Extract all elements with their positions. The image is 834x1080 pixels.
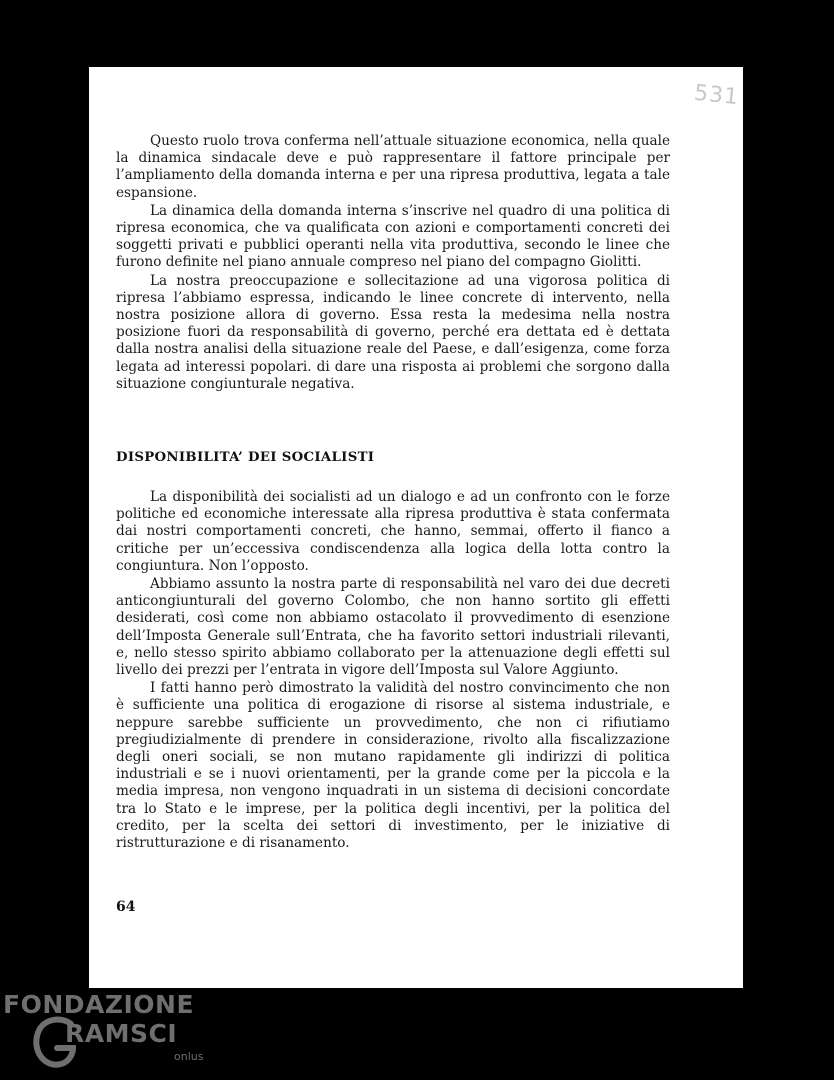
handwritten-annotation: 531	[692, 80, 741, 111]
page-number: 64	[116, 899, 136, 915]
logo-text-line3: onlus	[174, 1050, 204, 1063]
body-text-top	[116, 133, 670, 394]
section-heading: DISPONIBILITA’ DEI SOCIALISTI	[116, 450, 375, 465]
logo-text-line2: RAMSCI	[65, 1019, 178, 1048]
paragraph: La dinamica della domanda interna s’inscrive nel quadro di una politica di ripresa economica, che va qualificata con azioni e comportamenti concreti dei soggetti privati e pubblici operanti nella vita produttiva, secondo le linee che furono definite nel piano annuale compreso nel piano del compagno Giolitti.	[116, 202, 670, 271]
fondazione-gramsci-logo	[3, 990, 213, 1076]
paragraph: La disponibilità dei socialisti ad un dialogo e ad un confronto con le forze politiche ed economiche interessate alla ripresa produttiva è stata confermata dai nostri comportamenti concreti, che hanno, semmai, offerto il fianco a critiche per un’eccessiva condiscendenza alla logica della lotta contro la congiuntura. Non l’opposto.	[116, 489, 670, 574]
paragraph: La nostra preoccupazione e sollecitazione ad una vigorosa politica di ripresa l’abbiamo espressa, indicando le linee concrete di intervento, nella nostra posizione allora di governo. Essa resta la medesima nella nostra posizione fuori da responsabilità di governo, perché era dettata ed è dettata dalla nostra analisi della situazione reale del Paese, e dall’esigenza, come forza legata ad interessi popolari. di dare una risposta ai problemi che sorgono dalla situazione congiunturale negativa.	[116, 272, 670, 392]
paragraph: Abbiamo assunto la nostra parte di responsabilità nel varo dei due decreti anticongiunturali del governo Colombo, che non hanno sortito gli effetti desiderati, così come non abbiamo ostacolato il provvedimento di esenzione dell’Imposta Generale sull’Entrata, che ha favorito settori industriali rilevanti, e, nello stesso spirito abbiamo collaborato per la attenuazione degli effetti sul livello dei prezzi per l’entrata in vigore dell’Imposta sul Valore Aggiunto.	[116, 576, 670, 679]
paragraph: Questo ruolo trova conferma nell’attuale situazione economica, nella quale la dinamica sindacale deve e può rappresentare il fattore principale per l’ampliamento della domanda interna e per una ripresa produttiva, legata a tale espansione.	[116, 133, 670, 201]
body-text-section	[116, 489, 670, 853]
logo-text-line1: FONDAZIONE	[3, 990, 195, 1019]
paragraph: I fatti hanno però dimostrato la validità del nostro convincimento che non è sufficiente una politica di erogazione di risorse al sistema industriale, e neppure sarebbe sufficiente un provvedimento, che non ci rifiutiamo pregiudizialmente di prendere in considerazione, rivolto alla fiscalizzazione degli oneri sociali, se non mutano rapidamente gli indirizzi di politica industriali e se i nuovi orientamenti, per la grande come per la piccola e la media impresa, non vengono inquadrati in un sistema di decisioni concordate tra lo Stato e le imprese, per la politica degli incentivi, per la politica del credito, per la scelta dei settori di investimento, per le iniziative di ristrutturazione e di risanamento.	[116, 680, 670, 852]
